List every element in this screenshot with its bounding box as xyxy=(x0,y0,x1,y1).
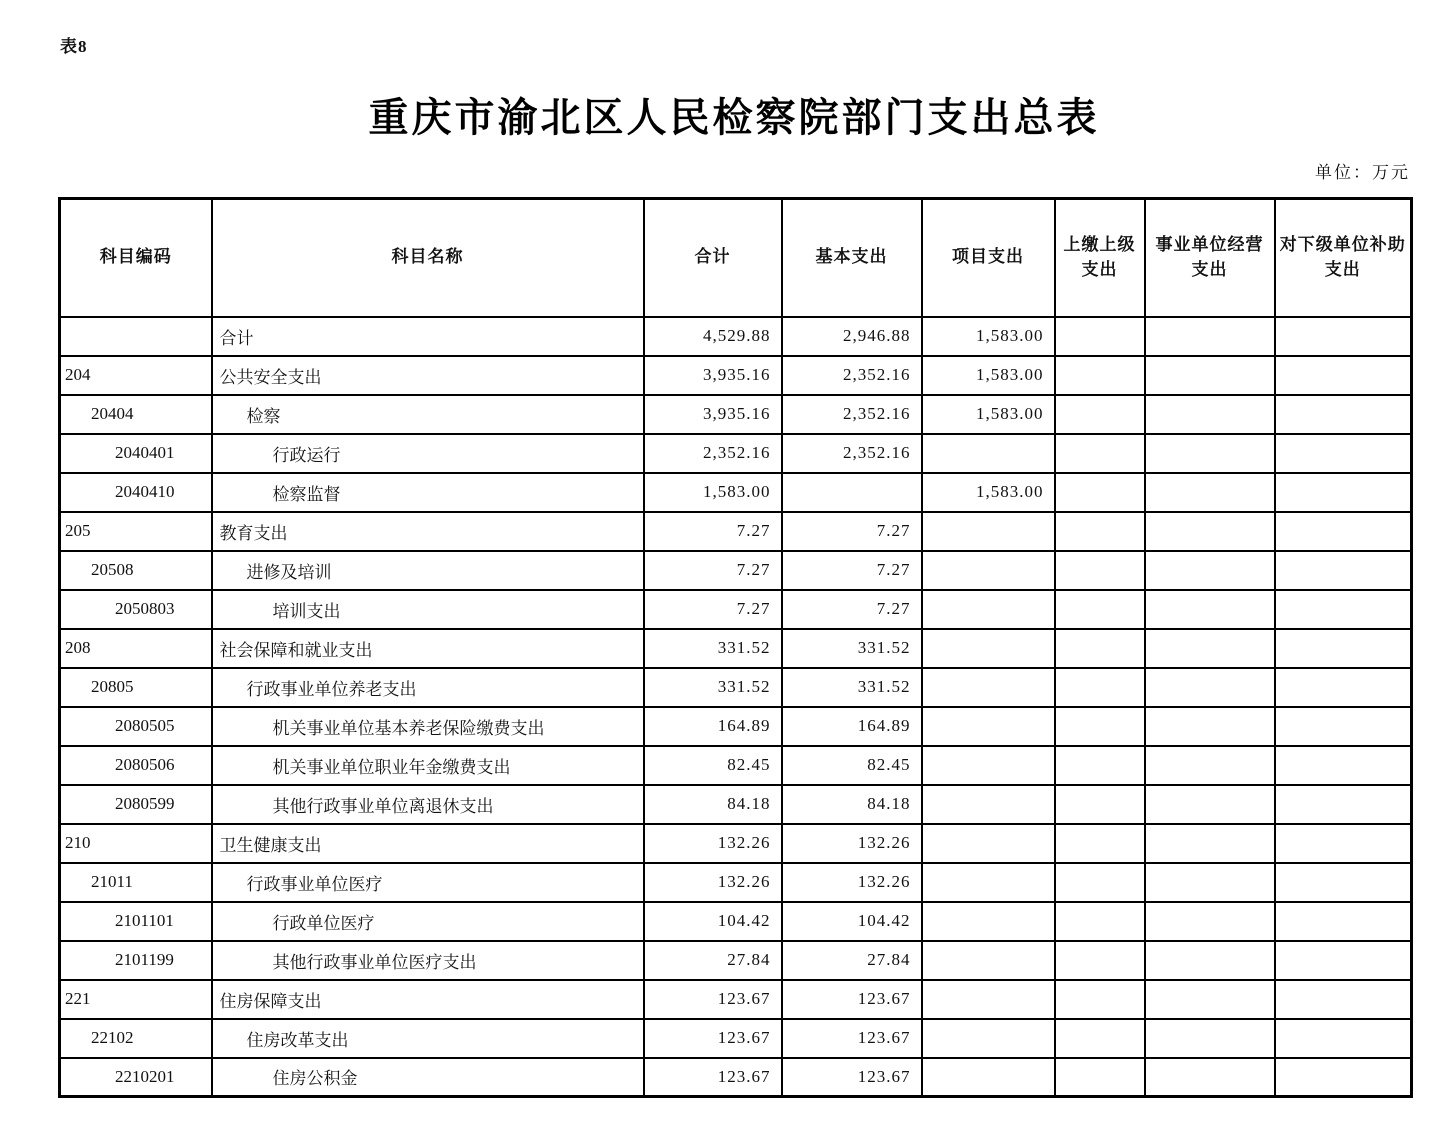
cell-business xyxy=(1145,590,1275,629)
cell-total: 331.52 xyxy=(644,668,782,707)
cell-upper xyxy=(1055,434,1145,473)
cell-total: 1,583.00 xyxy=(644,473,782,512)
cell-subject-code: 22102 xyxy=(60,1019,212,1058)
cell-subject-name: 检察 xyxy=(212,395,644,434)
cell-total: 7.27 xyxy=(644,551,782,590)
col-header-subject-name: 科目名称 xyxy=(212,199,644,317)
cell-basic: 82.45 xyxy=(782,746,922,785)
cell-subject-name: 检察监督 xyxy=(212,473,644,512)
cell-subsidy xyxy=(1275,980,1412,1019)
cell-project xyxy=(922,629,1055,668)
cell-basic: 331.52 xyxy=(782,668,922,707)
cell-subject-code: 2080505 xyxy=(60,707,212,746)
cell-total: 132.26 xyxy=(644,824,782,863)
cell-upper xyxy=(1055,1058,1145,1097)
table-row xyxy=(60,1058,1412,1097)
cell-project xyxy=(922,902,1055,941)
table-body xyxy=(60,317,1412,1097)
cell-subject-name: 卫生健康支出 xyxy=(212,824,644,863)
cell-subject-name: 公共安全支出 xyxy=(212,356,644,395)
col-header-upper-level-expenditure: 上缴上级支出 xyxy=(1055,199,1145,317)
cell-total: 123.67 xyxy=(644,1019,782,1058)
cell-upper xyxy=(1055,668,1145,707)
cell-subject-code: 20404 xyxy=(60,395,212,434)
cell-total: 3,935.16 xyxy=(644,395,782,434)
cell-business xyxy=(1145,707,1275,746)
cell-business xyxy=(1145,980,1275,1019)
table-row xyxy=(60,863,1412,902)
cell-project xyxy=(922,863,1055,902)
cell-business xyxy=(1145,1019,1275,1058)
cell-subsidy xyxy=(1275,902,1412,941)
cell-basic: 331.52 xyxy=(782,629,922,668)
cell-subsidy xyxy=(1275,356,1412,395)
cell-subsidy xyxy=(1275,746,1412,785)
cell-total: 123.67 xyxy=(644,980,782,1019)
cell-subsidy xyxy=(1275,590,1412,629)
cell-subject-name: 培训支出 xyxy=(212,590,644,629)
expenditure-table xyxy=(58,197,1413,1098)
col-header-basic-expenditure: 基本支出 xyxy=(782,199,922,317)
cell-project xyxy=(922,512,1055,551)
cell-project xyxy=(922,707,1055,746)
cell-total: 104.42 xyxy=(644,902,782,941)
cell-subject-code: 205 xyxy=(60,512,212,551)
cell-upper xyxy=(1055,824,1145,863)
cell-subject-code: 2050803 xyxy=(60,590,212,629)
cell-upper xyxy=(1055,746,1145,785)
cell-total: 123.67 xyxy=(644,1058,782,1097)
table-row xyxy=(60,1019,1412,1058)
cell-basic: 132.26 xyxy=(782,824,922,863)
table-row xyxy=(60,902,1412,941)
cell-business xyxy=(1145,902,1275,941)
cell-subsidy xyxy=(1275,512,1412,551)
cell-subject-name: 住房保障支出 xyxy=(212,980,644,1019)
cell-project xyxy=(922,980,1055,1019)
cell-total: 82.45 xyxy=(644,746,782,785)
table-row xyxy=(60,356,1412,395)
cell-subject-code: 2080599 xyxy=(60,785,212,824)
cell-basic: 132.26 xyxy=(782,863,922,902)
cell-subject-code: 210 xyxy=(60,824,212,863)
cell-subject-name: 行政单位医疗 xyxy=(212,902,644,941)
cell-subsidy xyxy=(1275,941,1412,980)
cell-subject-name: 住房改革支出 xyxy=(212,1019,644,1058)
cell-basic: 27.84 xyxy=(782,941,922,980)
cell-business xyxy=(1145,1058,1275,1097)
cell-basic: 164.89 xyxy=(782,707,922,746)
cell-upper xyxy=(1055,356,1145,395)
cell-upper xyxy=(1055,863,1145,902)
cell-project xyxy=(922,434,1055,473)
cell-total: 331.52 xyxy=(644,629,782,668)
cell-basic: 123.67 xyxy=(782,1058,922,1097)
cell-total: 84.18 xyxy=(644,785,782,824)
cell-basic: 2,352.16 xyxy=(782,356,922,395)
cell-project xyxy=(922,1019,1055,1058)
cell-total: 4,529.88 xyxy=(644,317,782,356)
cell-basic: 7.27 xyxy=(782,551,922,590)
unit-label: 单位：万元 xyxy=(1315,163,1410,182)
header-row xyxy=(60,199,1412,317)
cell-subject-code: 21011 xyxy=(60,863,212,902)
table-row xyxy=(60,317,1412,356)
cell-basic: 123.67 xyxy=(782,980,922,1019)
table-row xyxy=(60,668,1412,707)
cell-basic: 123.67 xyxy=(782,1019,922,1058)
cell-business xyxy=(1145,395,1275,434)
cell-upper xyxy=(1055,590,1145,629)
cell-upper xyxy=(1055,473,1145,512)
cell-business xyxy=(1145,473,1275,512)
cell-basic: 2,352.16 xyxy=(782,434,922,473)
cell-subsidy xyxy=(1275,1019,1412,1058)
cell-project xyxy=(922,668,1055,707)
table-row xyxy=(60,590,1412,629)
cell-subsidy xyxy=(1275,707,1412,746)
cell-basic xyxy=(782,473,922,512)
cell-business xyxy=(1145,434,1275,473)
cell-upper xyxy=(1055,395,1145,434)
table-row xyxy=(60,395,1412,434)
cell-business xyxy=(1145,317,1275,356)
cell-total: 2,352.16 xyxy=(644,434,782,473)
cell-subject-name: 住房公积金 xyxy=(212,1058,644,1097)
cell-business xyxy=(1145,512,1275,551)
cell-upper xyxy=(1055,785,1145,824)
cell-project xyxy=(922,824,1055,863)
cell-total: 164.89 xyxy=(644,707,782,746)
cell-project: 1,583.00 xyxy=(922,395,1055,434)
cell-business xyxy=(1145,746,1275,785)
cell-business xyxy=(1145,824,1275,863)
cell-upper xyxy=(1055,1019,1145,1058)
cell-project xyxy=(922,746,1055,785)
cell-subject-code: 2040410 xyxy=(60,473,212,512)
cell-upper xyxy=(1055,317,1145,356)
cell-subsidy xyxy=(1275,434,1412,473)
table-header xyxy=(60,199,1412,317)
cell-project: 1,583.00 xyxy=(922,473,1055,512)
cell-subsidy xyxy=(1275,668,1412,707)
cell-subject-name: 合计 xyxy=(212,317,644,356)
col-header-project-expenditure: 项目支出 xyxy=(922,199,1055,317)
cell-subsidy xyxy=(1275,317,1412,356)
cell-subject-name: 进修及培训 xyxy=(212,551,644,590)
cell-basic: 104.42 xyxy=(782,902,922,941)
cell-subject-name: 行政运行 xyxy=(212,434,644,473)
cell-upper xyxy=(1055,551,1145,590)
table-row xyxy=(60,785,1412,824)
cell-basic: 2,946.88 xyxy=(782,317,922,356)
table-number-label: 表8 xyxy=(60,37,88,56)
table-row xyxy=(60,824,1412,863)
cell-project xyxy=(922,1058,1055,1097)
cell-subject-code xyxy=(60,317,212,356)
cell-subject-name: 行政事业单位医疗 xyxy=(212,863,644,902)
cell-total: 3,935.16 xyxy=(644,356,782,395)
cell-subject-code: 208 xyxy=(60,629,212,668)
cell-subject-code: 2101101 xyxy=(60,902,212,941)
cell-upper xyxy=(1055,512,1145,551)
cell-business xyxy=(1145,356,1275,395)
cell-subject-name: 其他行政事业单位医疗支出 xyxy=(212,941,644,980)
cell-project xyxy=(922,785,1055,824)
cell-business xyxy=(1145,551,1275,590)
table-row xyxy=(60,473,1412,512)
col-header-business-operation-expenditure: 事业单位经营支出 xyxy=(1145,199,1275,317)
cell-subject-code: 2101199 xyxy=(60,941,212,980)
cell-total: 132.26 xyxy=(644,863,782,902)
table-row xyxy=(60,434,1412,473)
cell-subsidy xyxy=(1275,824,1412,863)
cell-subject-name: 行政事业单位养老支出 xyxy=(212,668,644,707)
cell-subsidy xyxy=(1275,785,1412,824)
col-header-subsidy-to-lower-units: 对下级单位补助支出 xyxy=(1275,199,1412,317)
cell-project xyxy=(922,590,1055,629)
col-header-total: 合计 xyxy=(644,199,782,317)
cell-total: 7.27 xyxy=(644,590,782,629)
cell-subsidy xyxy=(1275,473,1412,512)
cell-subject-code: 20805 xyxy=(60,668,212,707)
cell-subsidy xyxy=(1275,1058,1412,1097)
cell-subsidy xyxy=(1275,629,1412,668)
cell-subject-name: 社会保障和就业支出 xyxy=(212,629,644,668)
cell-basic: 7.27 xyxy=(782,512,922,551)
cell-basic: 84.18 xyxy=(782,785,922,824)
table-row xyxy=(60,980,1412,1019)
cell-subsidy xyxy=(1275,863,1412,902)
cell-upper xyxy=(1055,980,1145,1019)
cell-business xyxy=(1145,629,1275,668)
cell-subject-code: 2210201 xyxy=(60,1058,212,1097)
cell-upper xyxy=(1055,629,1145,668)
table-row xyxy=(60,707,1412,746)
cell-project xyxy=(922,551,1055,590)
table-row xyxy=(60,629,1412,668)
cell-total: 7.27 xyxy=(644,512,782,551)
cell-basic: 7.27 xyxy=(782,590,922,629)
cell-upper xyxy=(1055,707,1145,746)
cell-subject-name: 教育支出 xyxy=(212,512,644,551)
cell-business xyxy=(1145,941,1275,980)
table-row xyxy=(60,746,1412,785)
cell-business xyxy=(1145,785,1275,824)
cell-subject-code: 20508 xyxy=(60,551,212,590)
table-row xyxy=(60,512,1412,551)
cell-project: 1,583.00 xyxy=(922,356,1055,395)
cell-subject-code: 204 xyxy=(60,356,212,395)
cell-subject-name: 机关事业单位职业年金缴费支出 xyxy=(212,746,644,785)
cell-business xyxy=(1145,863,1275,902)
cell-project: 1,583.00 xyxy=(922,317,1055,356)
col-header-subject-code: 科目编码 xyxy=(60,199,212,317)
cell-total: 27.84 xyxy=(644,941,782,980)
cell-subject-code: 2040401 xyxy=(60,434,212,473)
cell-subsidy xyxy=(1275,551,1412,590)
cell-upper xyxy=(1055,941,1145,980)
page-title: 重庆市渝北区人民检察院部门支出总表 xyxy=(368,96,1100,140)
cell-subject-code: 221 xyxy=(60,980,212,1019)
cell-subject-code: 2080506 xyxy=(60,746,212,785)
cell-subsidy xyxy=(1275,395,1412,434)
cell-project xyxy=(922,941,1055,980)
cell-upper xyxy=(1055,902,1145,941)
cell-subject-name: 其他行政事业单位离退休支出 xyxy=(212,785,644,824)
table-row xyxy=(60,551,1412,590)
cell-subject-name: 机关事业单位基本养老保险缴费支出 xyxy=(212,707,644,746)
table-row xyxy=(60,941,1412,980)
cell-business xyxy=(1145,668,1275,707)
cell-basic: 2,352.16 xyxy=(782,395,922,434)
